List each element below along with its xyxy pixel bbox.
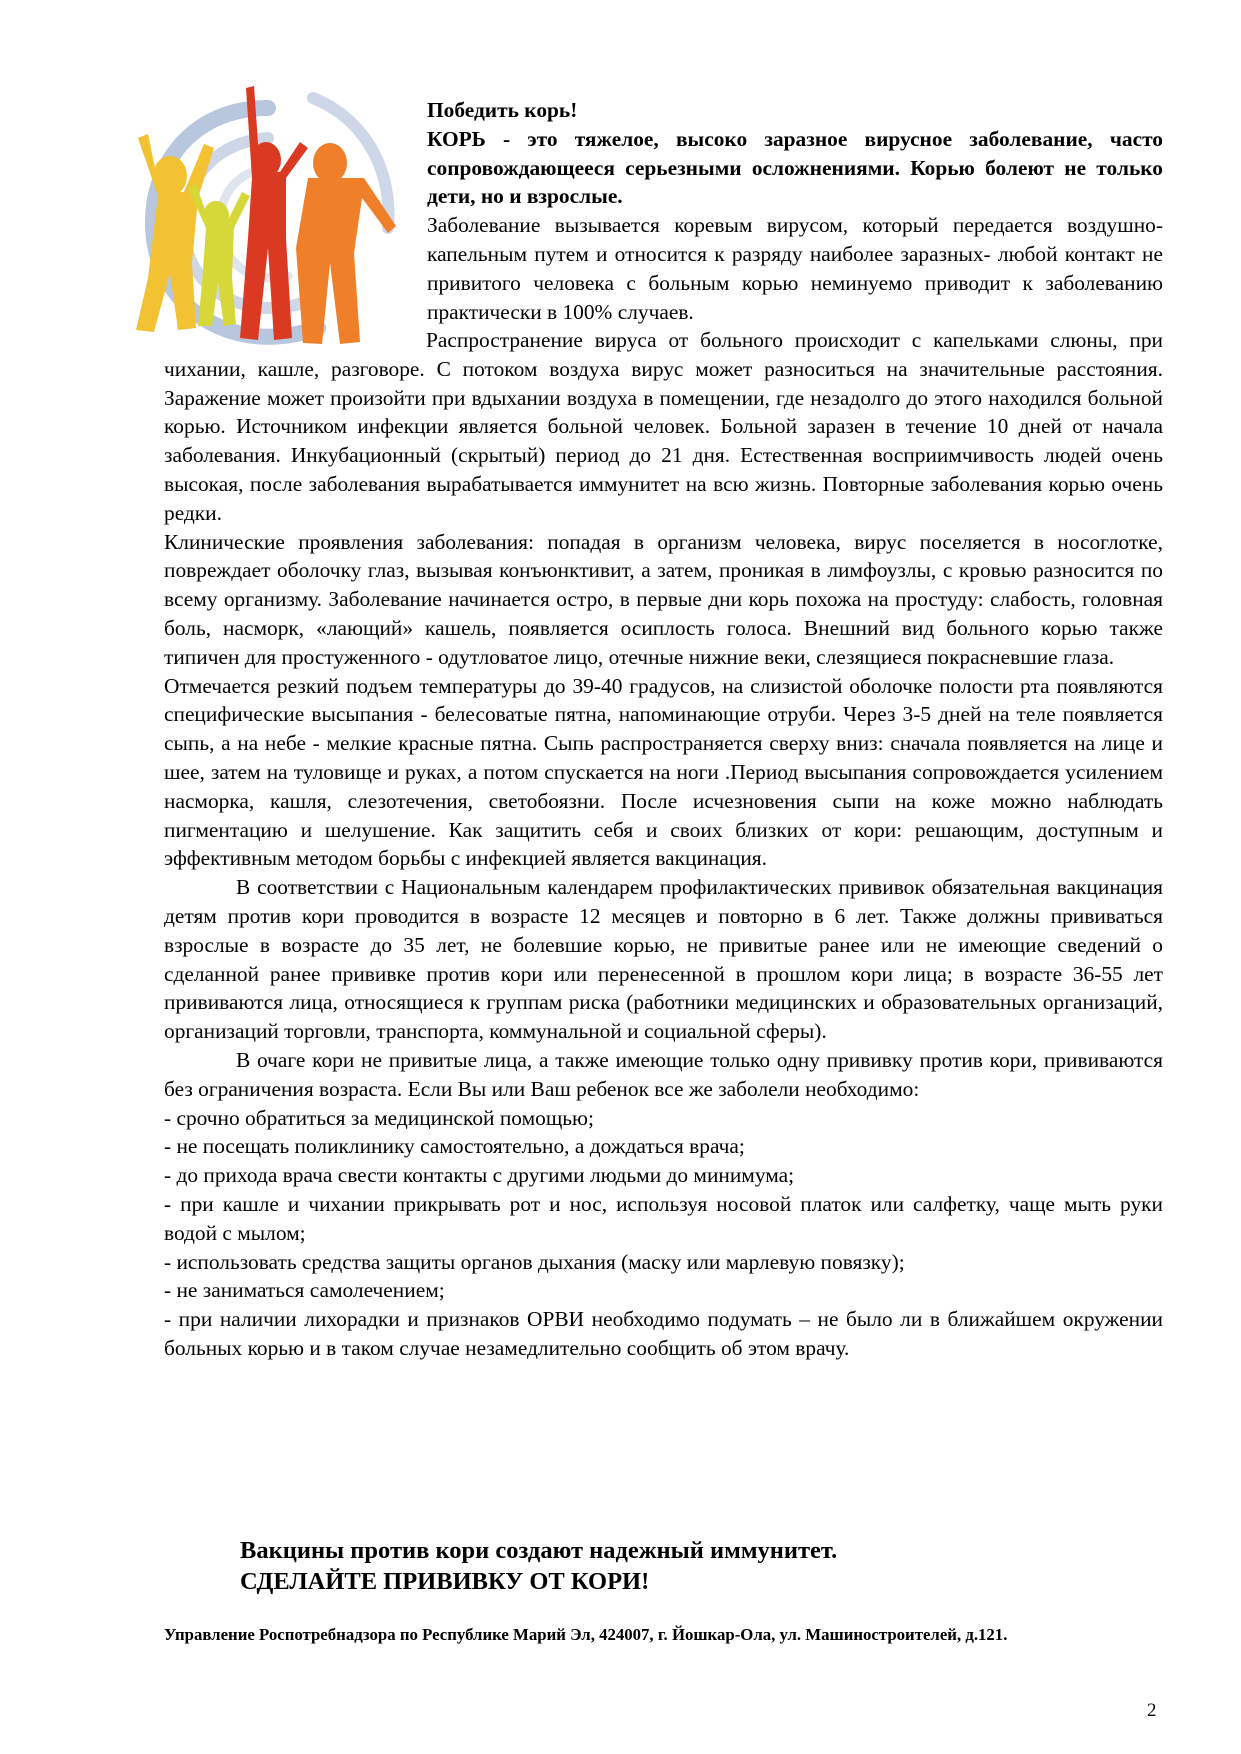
list-item: - использовать средства защиты органов дыхания (маску или марлевую повязку); bbox=[164, 1249, 905, 1274]
intro-block bbox=[427, 96, 1163, 326]
list-item: - при кашле и чихании прикрывать рот и нос, используя носовой платок или салфетку, чаще мыть руки водой с мылом; bbox=[164, 1191, 1163, 1245]
paragraph-vaccination-calendar: В соответствии с Национальным календарем профилактических прививок обязательная вакцинация детям против кори проводится в возрасте 12 месяцев и повторно в 6 лет. Также должны прививаться взрослые в возрасте до 35 лет, не болевшие корью, не привитые ранее или не имеющие сведений о сделанной ранее прививке против кори или перенесенной в прошлом кори лица; в возрасте 36-55 лет прививаются лица, относящиеся к группам риска (работники медицинских и образовательных организаций, организаций торговли, транспорта, коммунальной и социальной сферы). bbox=[164, 875, 1163, 1044]
paragraph-spread: Распространение вируса от больного происходит с капельками слюны, при чихании, кашле, разговоре. С потоком воздуха вирус может разноситься на значительные расстояния. Заражение может произойти при вдыхании воздуха в помещении, где незадолго до этого находился больной корью. Источником инфекции является больной человек. Больной заразен в течение 10 дней от начала заболевания. Инкубационный (скрытый) период до 21 дня. Естественная восприимчивость людей очень высокая, после заболевания вырабатывается иммунитет на всю жизнь. Повторные заболевания корью очень редки. bbox=[164, 328, 1163, 525]
slogan-call-to-action: СДЕЛАЙТЕ ПРИВИВКУ ОТ КОРИ! bbox=[240, 1568, 650, 1595]
paragraph-cause: Заболевание вызывается коревым вирусом, который передается воздушно-капельным путем и относится к разряду наиболее заразных- любой контакт не привитого человека с больным корью неминуемо приводит к заболеванию практически в 100% случаев. bbox=[427, 213, 1163, 324]
list-item: - до прихода врача свести контакты с другими людьми до минимума; bbox=[164, 1163, 795, 1188]
list-item: - не посещать поликлинику самостоятельно, а дождаться врача; bbox=[164, 1134, 745, 1159]
page-title: Победить корь! bbox=[427, 98, 578, 122]
lead-paragraph: КОРЬ - это тяжелое, высоко заразное вирусное заболевание, часто сопровождающееся серьезными осложнениями. Корью болеют не только дети, но и взрослые. bbox=[427, 126, 1163, 209]
organization-footer: Управление Роспотребнадзора по Республике Марий Эл, 424007, г. Йошкар-Ола, ул. Машиностроителей, д.121. bbox=[164, 1625, 1008, 1644]
page-number: 2 bbox=[1147, 1700, 1157, 1721]
slogan-block bbox=[240, 1535, 1140, 1597]
jumping-people-logo bbox=[118, 68, 408, 368]
list-item: - при наличии лихорадки и признаков ОРВИ необходимо подумать – не было ли в ближайшем окружении больных корью и в таком случае незамедлительно сообщить об этом врачу. bbox=[164, 1307, 1163, 1360]
list-item: - не заниматься самолечением; bbox=[164, 1278, 445, 1303]
paragraph-outbreak: В очаге кори не привитые лица, а также имеющие только одну прививку против кори, прививаются без ограничения возраста. Если Вы или Ваш ребенок все же заболели необходимо: bbox=[164, 1047, 1163, 1101]
list-item: - срочно обратиться за медицинской помощью; bbox=[164, 1105, 594, 1130]
slogan-immunity: Вакцины против кори создают надежный иммунитет. bbox=[240, 1537, 838, 1564]
paragraph-symptoms: Клинические проявления заболевания: попадая в организм человека, вирус поселяется в носоглотке, повреждает оболочку глаз, вызывая конъюнктивит, а затем, проникая в лимфоузлы, с кровью разносится по всему организму. Заболевание начинается остро, в первые дни корь похожа на простуду: слабость, головная боль, насморк, «лающий» кашель, появляется осиплость голоса. Внешний вид больного корью также типичен для простуженного - одутловатое лицо, отечные нижние веки, слезящиеся покрасневшие глаза. bbox=[164, 529, 1163, 669]
main-text bbox=[164, 326, 1163, 1363]
paragraph-rash: Отмечается резкий подъем температуры до 39-40 градусов, на слизистой оболочке полости рта появляются специфические высыпания - белесоватые пятна, напоминающие отруби. Через 3-5 дней на теле появляется сыпь, а на небе - мелкие красные пятна. Сыпь распространяется сверху вниз: сначала появляется на лице и шее, затем на туловище и руках, а потом спускается на ноги .Период высыпания сопровождается усилением насморка, кашля, слезотечения, светобоязни. После исчезновения сыпи на коже можно наблюдать пигментацию и шелушение. Как защитить себя и своих близких от кори: решающим, доступным и эффективным методом борьбы с инфекцией является вакцинация. bbox=[164, 673, 1163, 871]
advice-list bbox=[164, 1104, 1163, 1363]
